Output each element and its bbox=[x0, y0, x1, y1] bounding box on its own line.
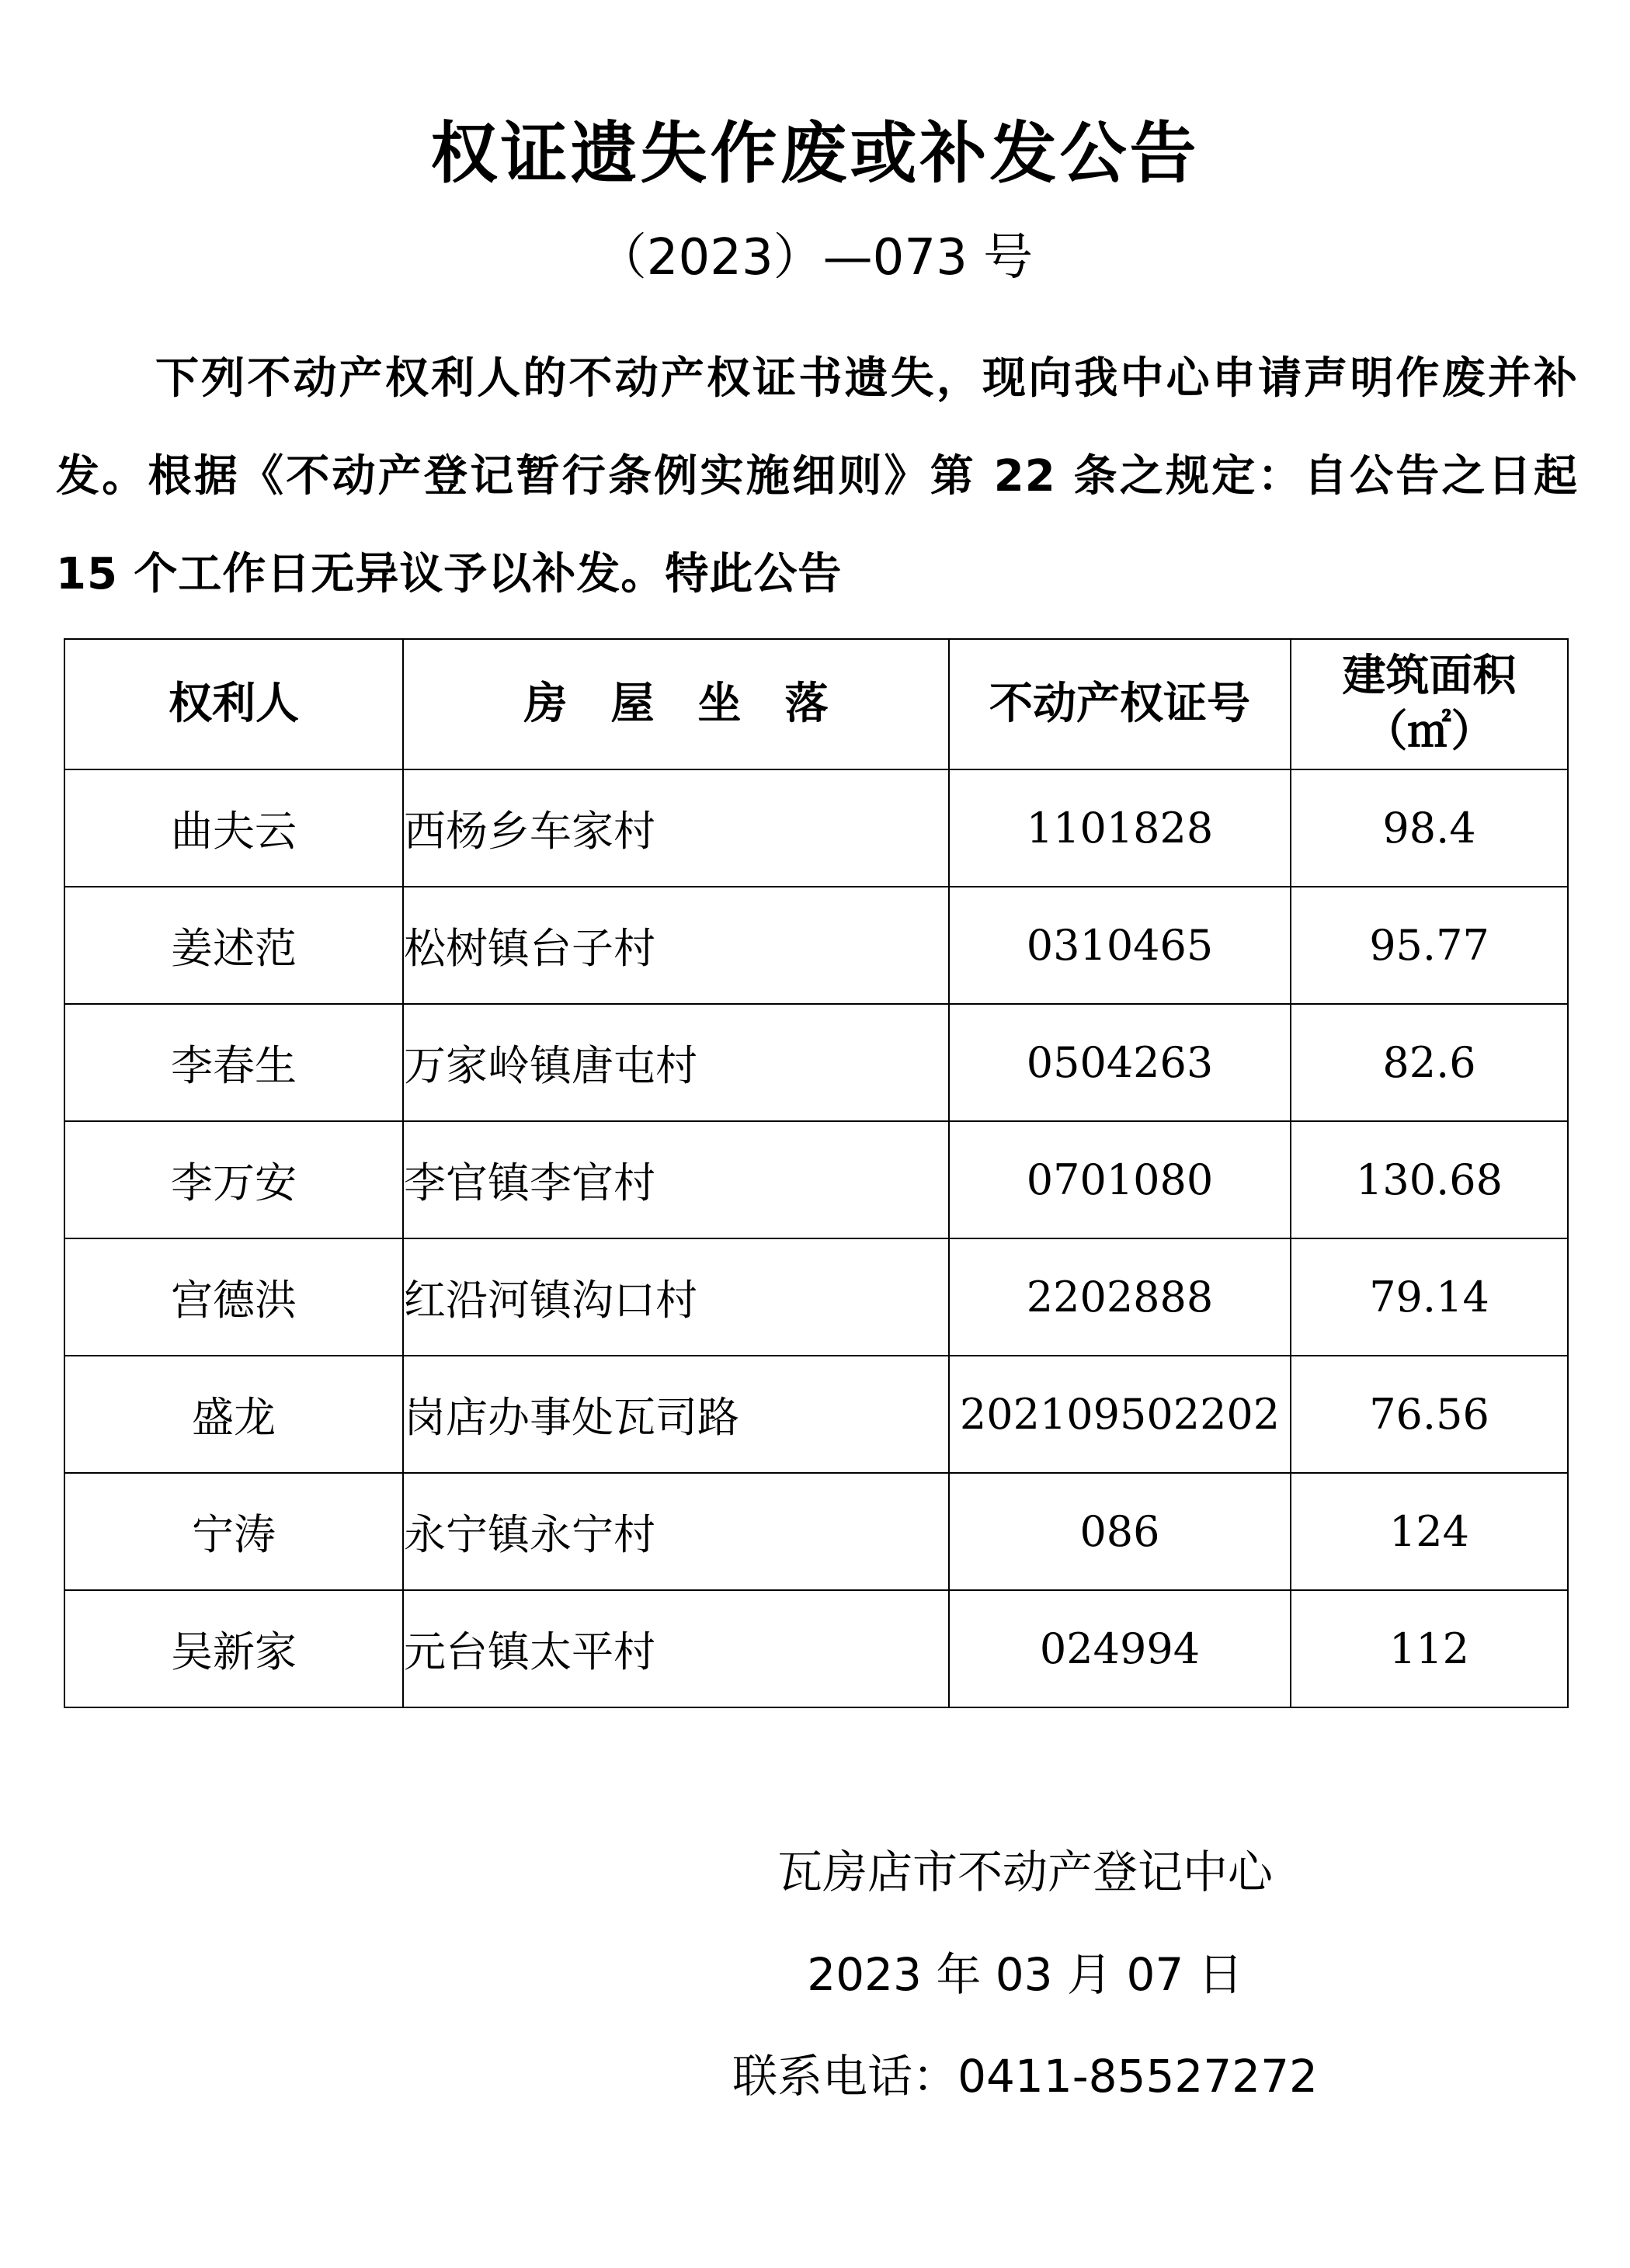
cell-area: 112 bbox=[1291, 1590, 1568, 1707]
cell-holder: 曲夫云 bbox=[64, 769, 403, 887]
table-row bbox=[64, 887, 1568, 1004]
cell-area: 76.56 bbox=[1291, 1356, 1568, 1473]
header-location-label: 房屋坐落 bbox=[523, 679, 872, 729]
cell-holder: 李万安 bbox=[64, 1121, 403, 1238]
cell-area: 82.6 bbox=[1291, 1004, 1568, 1121]
table-row bbox=[64, 1356, 1568, 1473]
header-location bbox=[403, 639, 949, 769]
cell-location: 元台镇太平村 bbox=[403, 1590, 949, 1707]
table-row bbox=[64, 769, 1568, 887]
issue-date: 2023 年 03 月 07 日 bbox=[807, 1948, 1243, 2001]
header-certificate: 不动产权证号 bbox=[949, 639, 1291, 769]
cell-holder: 李春生 bbox=[64, 1004, 403, 1121]
cell-certificate: 086 bbox=[949, 1473, 1291, 1590]
table-row bbox=[64, 1004, 1568, 1121]
table-row bbox=[64, 1121, 1568, 1238]
table-header-row bbox=[64, 639, 1568, 769]
cell-holder: 宫德洪 bbox=[64, 1238, 403, 1356]
cell-location: 西杨乡车家村 bbox=[403, 769, 949, 887]
certificate-table bbox=[64, 638, 1569, 1708]
cell-location: 万家岭镇唐屯村 bbox=[403, 1004, 949, 1121]
cell-certificate: 202109502202 bbox=[949, 1356, 1291, 1473]
cell-location: 永宁镇永宁村 bbox=[403, 1473, 949, 1590]
header-area bbox=[1291, 639, 1568, 769]
cell-certificate: 0504263 bbox=[949, 1004, 1291, 1121]
cell-location: 李官镇李官村 bbox=[403, 1121, 949, 1238]
header-holder: 权利人 bbox=[64, 639, 403, 769]
cell-certificate: 0310465 bbox=[949, 887, 1291, 1004]
cell-holder: 盛龙 bbox=[64, 1356, 403, 1473]
table-row bbox=[64, 1238, 1568, 1356]
issuing-organization: 瓦房店市不动产登记中心 bbox=[777, 1846, 1273, 1898]
cell-location: 岗店办事处瓦司路 bbox=[403, 1356, 949, 1473]
cell-location: 松树镇台子村 bbox=[403, 887, 949, 1004]
cell-area: 98.4 bbox=[1291, 769, 1568, 887]
cell-location: 红沿河镇沟口村 bbox=[403, 1238, 949, 1356]
cell-certificate: 2202888 bbox=[949, 1238, 1291, 1356]
table-row bbox=[64, 1590, 1568, 1707]
contact-phone: 联系电话：0411-85527272 bbox=[732, 2050, 1318, 2103]
cell-area: 79.14 bbox=[1291, 1238, 1568, 1356]
cell-certificate: 0701080 bbox=[949, 1121, 1291, 1238]
cell-certificate: 024994 bbox=[949, 1590, 1291, 1707]
header-area-unit: （㎡） bbox=[1364, 707, 1495, 757]
cell-area: 95.77 bbox=[1291, 887, 1568, 1004]
cell-area: 130.68 bbox=[1291, 1121, 1568, 1238]
cell-holder: 吴新家 bbox=[64, 1590, 403, 1707]
cell-holder: 姜述范 bbox=[64, 887, 403, 1004]
notice-title: 权证遗失作废或补发公告 bbox=[430, 115, 1200, 193]
cell-certificate: 1101828 bbox=[949, 769, 1291, 887]
table-row bbox=[64, 1473, 1568, 1590]
notice-number: （2023）—073 号 bbox=[596, 229, 1034, 287]
cell-holder: 宁涛 bbox=[64, 1473, 403, 1590]
header-area-label: 建筑面积 bbox=[1342, 651, 1517, 701]
notice-intro: 下列不动产权利人的不动产权证书遗失，现向我中心申请声明作废并补发。根据《不动产登记暂行条例实施细则》第 22 条之规定：自公告之日起 15 个工作日无异议予以补发。特此公告 bbox=[56, 353, 1578, 599]
cell-area: 124 bbox=[1291, 1473, 1568, 1590]
